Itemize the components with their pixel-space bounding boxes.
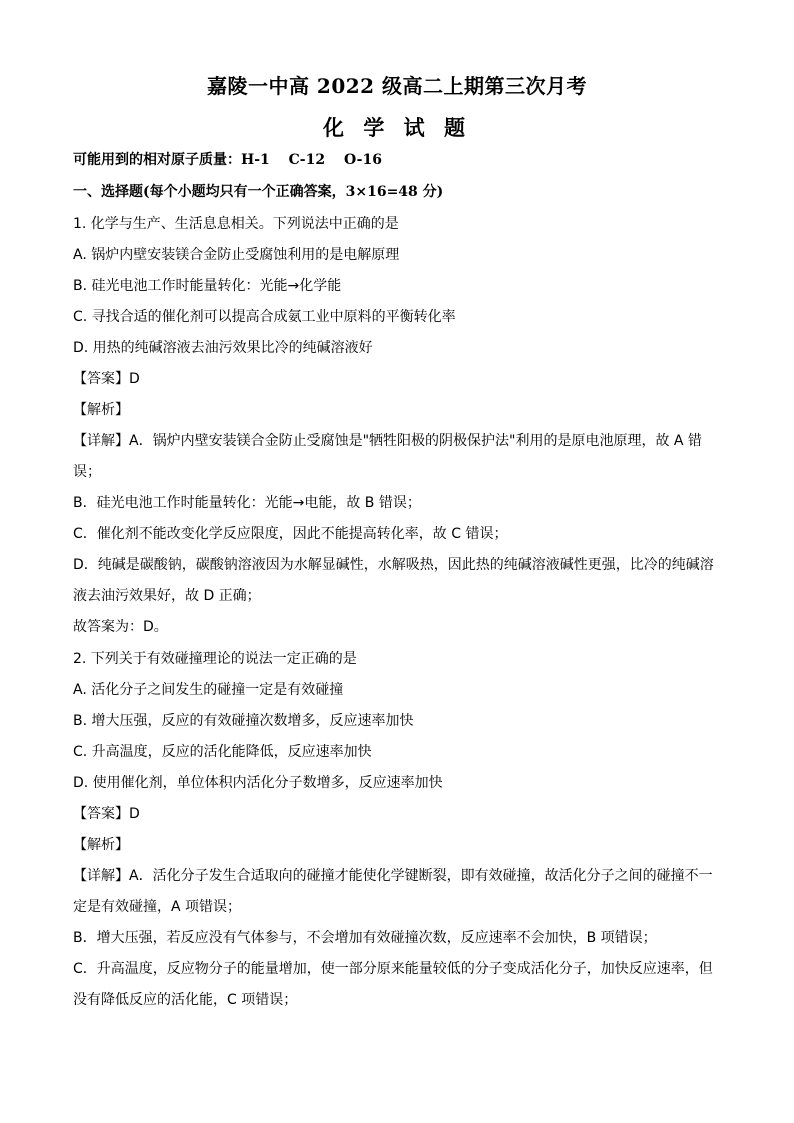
question-2-explanation-c: C．升高温度，反应物分子的能量增加，使一部分原来能量较低的分子变成活化分子，加快反应速率，但: [73, 961, 713, 977]
question-1-conclusion: 故答案为：D。: [73, 619, 168, 635]
question-1-explanation-d: D．纯碱是碳酸钠，碳酸钠溶液因为水解显碱性，水解吸热，因此热的纯碱溶液碱性更强，比冷的纯碱溶: [73, 557, 714, 573]
question-2-option-c: C. 升高温度，反应的活化能降低，反应速率加快: [73, 744, 372, 760]
question-2-option-a: A. 活化分子之间发生的碰撞一定是有效碰撞: [73, 682, 344, 698]
question-2-explanation-b: B．增大压强，若反应没有气体参与，不会增加有效碰撞次数，反应速率不会加快，B 项错误；: [73, 930, 657, 946]
question-2-option-d: D. 使用催化剂，单位体积内活化分子数增多，反应速率加快: [73, 775, 443, 791]
question-1-option-b: B. 硅光电池工作时能量转化：光能→化学能: [73, 278, 342, 294]
exam-title: 嘉陵一中高 2022 级高二上期第三次月考: [206, 74, 588, 98]
question-2-stem: 2. 下列关于有效碰撞理论的说法一定正确的是: [73, 651, 357, 667]
section-heading: 一、选择题(每个小题均只有一个正确答案，3×16=48 分): [73, 184, 444, 200]
question-1-explanation-c: C．催化剂不能改变化学反应限度，因此不能提高转化率，故 C 错误；: [73, 526, 508, 542]
question-1-explanation-cont: 误；: [73, 464, 101, 480]
question-1-stem: 1. 化学与生产、生活息息相关。下列说法中正确的是: [73, 216, 399, 232]
question-2-explanation: 【详解】A．活化分子发生合适取向的碰撞才能使化学键断裂，即有效碰撞，故活化分子之间的碰撞不一: [73, 868, 713, 884]
subject-title: 化 学 试 题: [323, 115, 471, 140]
question-2-explanation-cont: 定是有效碰撞，A 项错误；: [73, 899, 242, 915]
atomic-mass-note: 可能用到的相对原子质量：H-1 C-12 O-16: [73, 152, 382, 168]
question-2-option-b: B. 增大压强，反应的有效碰撞次数增多，反应速率加快: [73, 713, 414, 729]
question-1-option-c: C. 寻找合适的催化剂可以提高合成氨工业中原料的平衡转化率: [73, 309, 456, 325]
question-2-answer: 【答案】D: [73, 806, 140, 822]
question-1-option-a: A. 锅炉内壁安装镁合金防止受腐蚀利用的是电解原理: [73, 247, 400, 263]
question-2-analysis-label: 【解析】: [73, 837, 129, 853]
question-1-answer: 【答案】D: [73, 371, 140, 387]
question-1-explanation-b: B．硅光电池工作时能量转化：光能→电能，故 B 错误；: [73, 495, 421, 511]
question-1-option-d: D. 用热的纯碱溶液去油污效果比冷的纯碱溶液好: [73, 340, 373, 356]
question-2-explanation-c-cont: 没有降低反应的活化能，C 项错误；: [73, 992, 298, 1008]
question-1-explanation: 【详解】A．锅炉内壁安装镁合金防止受腐蚀是"牺牲阳极的阴极保护法"利用的是原电池原理，故 A 错: [73, 433, 702, 449]
question-1-analysis-label: 【解析】: [73, 402, 129, 418]
question-1-explanation-d-cont: 液去油污效果好，故 D 正确；: [73, 588, 261, 604]
